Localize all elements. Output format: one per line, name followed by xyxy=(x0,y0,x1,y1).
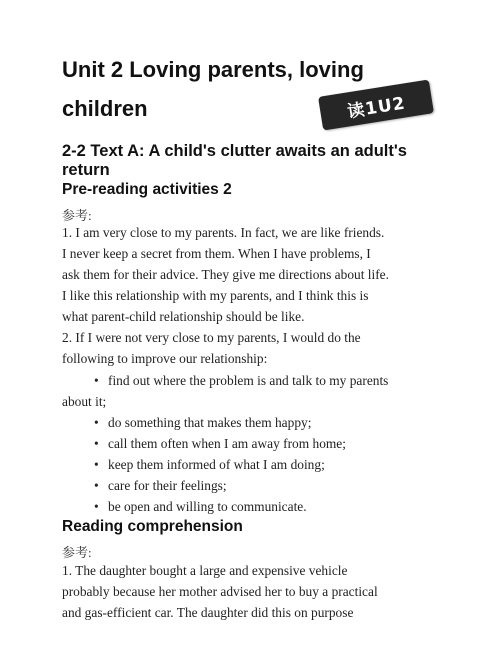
bullet-text: care for their feelings; xyxy=(108,478,227,493)
bullet-item xyxy=(94,478,227,494)
bullet-text: do something that makes them happy; xyxy=(108,415,312,430)
section-heading-line1: 2-2 Text A: A child's clutter awaits an adult's xyxy=(62,142,407,160)
bullet-item xyxy=(94,457,325,473)
bullet-item xyxy=(94,499,307,515)
unit-title-line1: Unit 2 Loving parents, loving xyxy=(62,57,364,82)
bullet-icon: • xyxy=(94,415,99,430)
bullet-item xyxy=(94,436,346,452)
bullet-text: be open and willing to communicate. xyxy=(108,499,307,514)
bullet-text: call them often when I am away from home; xyxy=(108,436,346,451)
bullet-icon: • xyxy=(94,478,99,493)
reference-label: 参考: xyxy=(62,208,92,223)
bullet-icon: • xyxy=(94,436,99,451)
answer1-line: ask them for their advice. They give me directions about life. xyxy=(62,267,389,282)
reading-line: 1. The daughter bought a large and expensive vehicle xyxy=(62,563,348,578)
bullet-icon: • xyxy=(94,499,99,514)
bullet-icon: • xyxy=(94,373,99,388)
handwritten-tag xyxy=(318,79,434,130)
answer1-line: I like this relationship with my parents, and I think this is xyxy=(62,288,369,303)
answer2-line: following to improve our relationship: xyxy=(62,351,268,366)
bullet-continuation: about it; xyxy=(62,394,107,409)
bullet-text: keep them informed of what I am doing; xyxy=(108,457,325,472)
tag-text: 读1U2 xyxy=(345,93,407,122)
reading-line: and gas-efficient car. The daughter did this on purpose xyxy=(62,605,354,620)
answer2-line: 2. If I were not very close to my parents, I would do the xyxy=(62,330,361,345)
answer1-line: I never keep a secret from them. When I have problems, I xyxy=(62,246,371,261)
bullet-icon: • xyxy=(94,457,99,472)
section-heading-line2: return xyxy=(62,161,110,179)
reading-comprehension-heading: Reading comprehension xyxy=(62,518,243,535)
bullet-item xyxy=(94,415,311,431)
answer1-line: what parent-child relationship should be like. xyxy=(62,309,305,324)
bullet-item xyxy=(94,373,388,389)
answer1-line: 1. I am very close to my parents. In fact, we are like friends. xyxy=(62,225,385,240)
bullet-text: find out where the problem is and talk to my parents xyxy=(108,373,389,388)
unit-title-line2: children xyxy=(62,96,148,121)
reading-line: probably because her mother advised her to buy a practical xyxy=(62,584,378,599)
pre-reading-heading: Pre-reading activities 2 xyxy=(62,181,232,198)
reference-label: 参考: xyxy=(62,545,92,560)
